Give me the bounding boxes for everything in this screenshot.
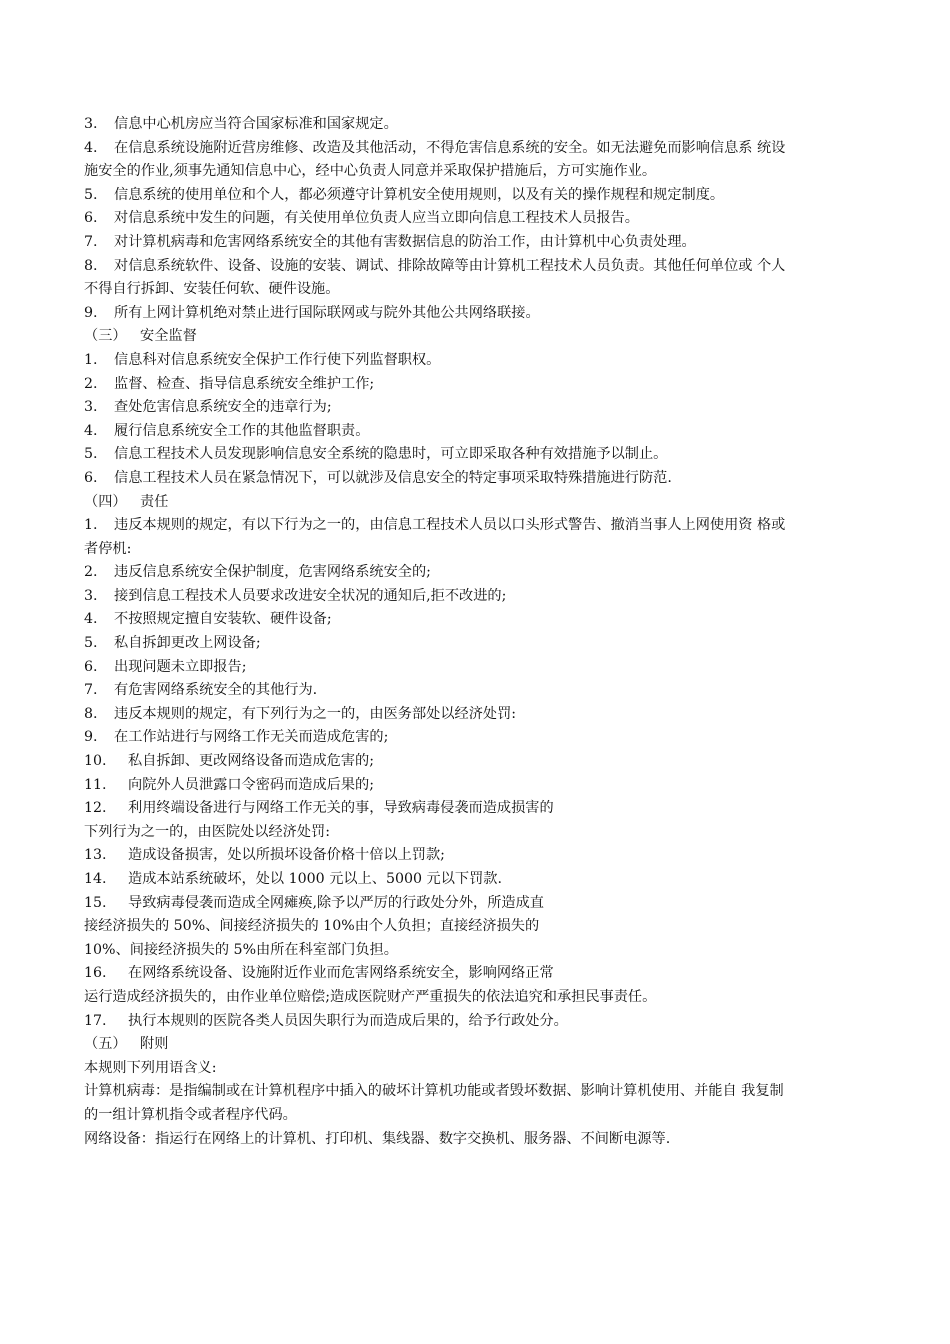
item-number: 9. — [84, 304, 98, 321]
item-text: 安全监督 — [140, 328, 197, 345]
item-number: 1. — [84, 517, 98, 534]
item-text: 向院外人员泄露口令密码而造成后果的; — [128, 776, 374, 793]
item-text: 信息系统的使用单位和个人，都必须遵守计算机安全使用规则，以及有关的操作规程和规定制度。 — [114, 186, 725, 203]
text-line — [84, 656, 879, 680]
item-number: 3. — [84, 587, 98, 604]
item-text: 在网络系统设备、设施附近作业而危害网络系统安全，影响网络正常 — [128, 965, 554, 982]
item-text: 不按照规定擅自安装软、硬件设备; — [114, 611, 332, 628]
item-text: 计算机病毒：是指编制或在计算机程序中插入的破坏计算机功能或者毁坏数据、影响计算机使用、并能自 我复制 — [84, 1083, 784, 1100]
item-number: 1. — [84, 351, 98, 368]
item-number: 10. — [84, 753, 107, 770]
item-text: 造成本站系统破坏，处以 1000 元以上、5000 元以下罚款. — [128, 871, 503, 887]
item-number: 7. — [84, 233, 98, 250]
text-line — [84, 608, 879, 632]
document-body — [84, 113, 879, 1151]
item-text: 私自拆卸、更改网络设备而造成危害的; — [128, 753, 374, 770]
item-text: 信息工程技术人员在紧急情况下，可以就涉及信息安全的特定事项采取特殊措施进行防范. — [114, 469, 672, 486]
text-line — [84, 750, 879, 774]
text-line — [84, 797, 879, 821]
item-number: （三） — [84, 328, 127, 345]
item-number: 14. — [84, 871, 107, 887]
item-number: 5. — [84, 635, 98, 652]
item-text: 履行信息系统安全工作的其他监督职责。 — [114, 422, 370, 439]
text-line — [84, 679, 879, 703]
text-line — [84, 207, 879, 231]
item-number: 6. — [84, 658, 98, 675]
item-number: 6. — [84, 469, 98, 486]
item-text: 下列行为之一的，由医院处以经济处罚: — [84, 823, 330, 840]
item-text: 违反本规则的规定，有以下行为之一的，由信息工程技术人员以口头形式警告、撤消当事人上网使用资 格或 — [114, 517, 786, 534]
text-line — [84, 184, 879, 208]
item-text: 对信息系统软件、设备、设施的安装、调试、排除故障等由计算机工程技术人员负责。其他任何单位或 个人 — [114, 257, 786, 274]
text-line — [84, 1010, 879, 1034]
text-line — [84, 585, 879, 609]
item-number: 16. — [84, 965, 107, 982]
item-number: 5. — [84, 446, 98, 463]
text-line — [84, 1128, 879, 1152]
item-text: 对信息系统中发生的问题，有关使用单位负责人应当立即向信息工程技术人员报告。 — [114, 210, 639, 227]
item-number: 3. — [84, 116, 98, 132]
item-text: 运行造成经济损失的，由作业单位赔偿;造成医院财产严重损失的依法追究和承担民事责任。 — [84, 988, 657, 1005]
item-text: 造成设备损害，处以所损坏设备价格十倍以上罚款; — [128, 847, 445, 864]
text-line — [84, 278, 879, 302]
item-number: 15. — [84, 894, 107, 911]
text-line — [84, 396, 879, 420]
item-text: 在工作站进行与网络工作无关而造成危害的; — [114, 729, 389, 746]
item-number: （五） — [84, 1036, 127, 1053]
text-line — [84, 821, 879, 845]
item-text: 附则 — [140, 1036, 169, 1053]
item-text: 的一组计算机指令或者程序代码。 — [84, 1106, 297, 1123]
item-number: 8. — [84, 257, 98, 274]
item-text: 执行本规则的医院各类人员因失职行为而造成后果的，给予行政处分。 — [128, 1012, 568, 1029]
item-text: 施安全的作业,须事先通知信息中心，经中心负责人同意并采取保护措施后，方可实施作业。 — [84, 163, 657, 180]
text-line — [84, 1033, 879, 1057]
text-line — [84, 774, 879, 798]
text-line — [84, 915, 879, 939]
text-line — [84, 514, 879, 538]
item-number: 4. — [84, 139, 98, 156]
text-line — [84, 703, 879, 727]
item-text: 导致病毒侵袭而造成全网瘫痪,除予以严厉的行政处分外，所造成直 — [128, 894, 544, 911]
item-number: 12. — [84, 800, 107, 817]
item-text: 10%、间接经济损失的 5%由所在科室部门负担。 — [84, 941, 398, 958]
text-line — [84, 420, 879, 444]
item-text: 者停机: — [84, 540, 132, 557]
text-line — [84, 844, 879, 868]
item-text: 私自拆卸更改上网设备; — [114, 635, 261, 652]
text-line — [84, 160, 879, 184]
text-line — [84, 726, 879, 750]
text-line — [84, 302, 879, 326]
text-line — [84, 986, 879, 1010]
item-number: 4. — [84, 422, 98, 439]
item-text: 有危害网络系统安全的其他行为. — [114, 682, 318, 699]
text-line — [84, 868, 879, 892]
item-text: 网络设备：指运行在网络上的计算机、打印机、集线器、数字交换机、服务器、不间断电源等. — [84, 1130, 671, 1147]
text-line — [84, 1104, 879, 1128]
text-line — [84, 113, 879, 137]
item-number: （四） — [84, 493, 127, 510]
text-line — [84, 255, 879, 279]
text-line — [84, 349, 879, 373]
text-line — [84, 491, 879, 515]
text-line — [84, 962, 879, 986]
item-text: 接经济损失的 50%、间接经济损失的 10%由个人负担；直接经济损失的 — [84, 918, 540, 935]
text-line — [84, 443, 879, 467]
item-number: 2. — [84, 375, 98, 392]
text-line — [84, 467, 879, 491]
item-text: 接到信息工程技术人员要求改进安全状况的通知后,拒不改进的; — [114, 587, 507, 604]
text-line — [84, 325, 879, 349]
text-line — [84, 939, 879, 963]
item-number: 17. — [84, 1012, 107, 1029]
text-line — [84, 892, 879, 916]
item-number: 4. — [84, 611, 98, 628]
item-number: 2. — [84, 564, 98, 581]
item-text: 违反信息系统安全保护制度，危害网络系统安全的; — [114, 564, 431, 581]
item-text: 在信息系统设施附近营房维修、改造及其他活动，不得危害信息系统的安全。如无法避免而影响信息系 统设 — [114, 139, 786, 156]
item-text: 利用终端设备进行与网络工作无关的事，导致病毒侵袭而造成损害的 — [128, 800, 554, 817]
item-text: 出现问题未立即报告; — [114, 658, 247, 675]
text-line — [84, 373, 879, 397]
item-text: 信息中心机房应当符合国家标准和国家规定。 — [114, 116, 398, 132]
item-number: 11. — [84, 776, 107, 793]
item-number: 9. — [84, 729, 98, 746]
item-number: 6. — [84, 210, 98, 227]
item-number: 13. — [84, 847, 107, 864]
item-number: 5. — [84, 186, 98, 203]
item-text: 信息科对信息系统安全保护工作行使下列监督职权。 — [114, 351, 441, 368]
text-line — [84, 561, 879, 585]
item-text: 查处危害信息系统安全的违章行为; — [114, 399, 332, 416]
item-text: 信息工程技术人员发现影响信息安全系统的隐患时，可立即采取各种有效措施予以制止。 — [114, 446, 668, 463]
item-number: 3. — [84, 399, 98, 416]
item-text: 所有上网计算机绝对禁止进行国际联网或与院外其他公共网络联接。 — [114, 304, 540, 321]
item-text: 监督、检查、指导信息系统安全维护工作; — [114, 375, 375, 392]
text-line — [84, 538, 879, 562]
item-text: 责任 — [140, 493, 169, 510]
item-text: 违反本规则的规定，有下列行为之一的，由医务部处以经济处罚: — [114, 705, 517, 722]
item-number: 7. — [84, 682, 98, 699]
text-line — [84, 1080, 879, 1104]
text-line — [84, 1057, 879, 1081]
text-line — [84, 632, 879, 656]
text-line — [84, 231, 879, 255]
item-text: 本规则下列用语含义: — [84, 1059, 217, 1076]
text-line — [84, 137, 879, 161]
item-number: 8. — [84, 705, 98, 722]
item-text: 对计算机病毒和危害网络系统安全的其他有害数据信息的防治工作，由计算机中心负责处理。 — [114, 233, 696, 250]
item-text: 不得自行拆卸、安装任何软、硬件设施。 — [84, 281, 340, 298]
